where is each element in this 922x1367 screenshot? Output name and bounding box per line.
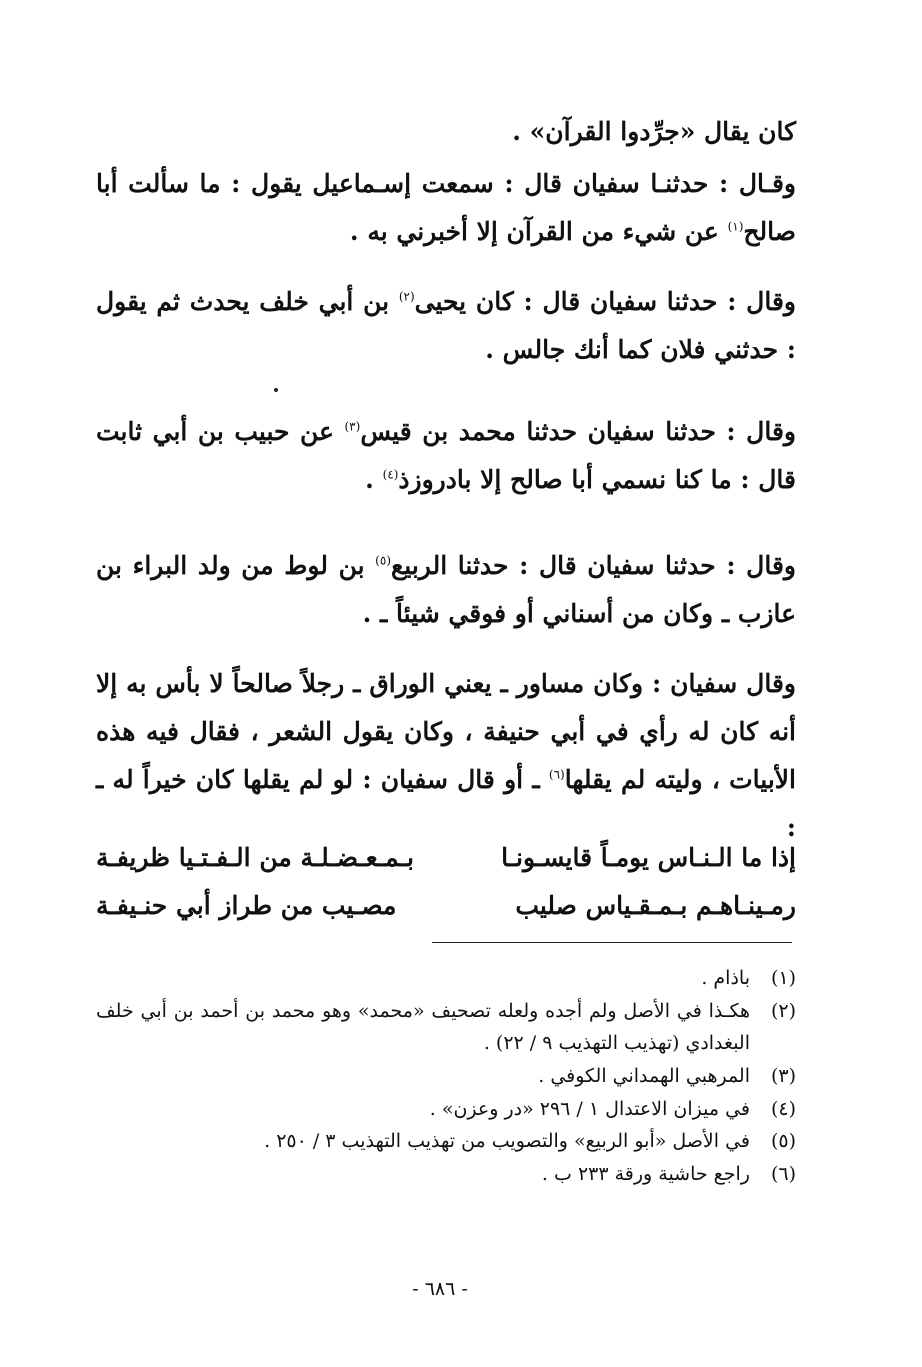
footnotes <box>96 962 796 1191</box>
footnote-number: (٤) <box>770 1097 796 1120</box>
footnote-text: هكـذا في الأصل ولم أجده ولعله تصحيف «محمد» وهو محمد بن أحمد بن أبي خلف البغدادي (تهذيب التهذيب ٩ / ٢٢) . <box>96 999 750 1055</box>
footnote-number: (٢) <box>770 999 796 1022</box>
footnote-text: في الأصل «أبو الربيع» والتصويب من تهذيب التهذيب ٣ / ٢٥٠ . <box>264 1130 750 1153</box>
paragraph-6 <box>96 660 796 852</box>
paragraph-3-text-end: بن أبي خلف يحدث ثم يقول : حدثني فلان كما أنك جالس . <box>96 287 796 364</box>
verse-2-second-hemistich: مصـيب من طراز أبي حنـيفـة <box>96 891 397 920</box>
footnote-ref-6[interactable]: (٦) <box>548 767 565 782</box>
stray-dot <box>274 388 278 392</box>
paragraph-5 <box>96 542 796 638</box>
verse-1-second-hemistich: بـمـعـضـلـة من الـفـتـيا ظريفـة <box>96 843 414 872</box>
poem-verse-2 <box>96 882 796 930</box>
paragraph-3 <box>96 278 796 374</box>
footnote-ref-3[interactable]: (٣) <box>344 419 361 434</box>
paragraph-2-text-start: وقـال : حدثنـا سفيان قال : سمعت إسـماعيل يقول : ما سألت أبا صالح <box>96 169 796 246</box>
paragraph-1 <box>96 108 796 156</box>
footnote-separator <box>432 942 792 943</box>
footnote-text: في ميزان الاعتدال ١ / ٢٩٦ «در وعزن» . <box>429 1097 750 1120</box>
footnote-text: المرهبي الهمداني الكوفي . <box>538 1065 750 1088</box>
paragraph-2-text-end: عن شيء من القرآن إلا أخبرني به . <box>349 217 728 246</box>
paragraph-4 <box>96 408 796 504</box>
paragraph-1-text: كان يقال «جرِّدوا القرآن» . <box>512 117 796 146</box>
footnote-text: باذام . <box>701 967 750 989</box>
footnote-4 <box>96 1093 796 1126</box>
page-number: - ٦٨٦ - <box>412 1278 468 1300</box>
paragraph-6-text-end: ـ أو قال سفيان : لو لم يقلها كان خيراً له ـ : <box>96 765 796 842</box>
footnote-number: (٦) <box>770 1163 796 1186</box>
verse-1-first-hemistich: إذا ما الـنـاس يومـاً قايسـونـا <box>501 843 796 872</box>
footnote-ref-1[interactable]: (١) <box>727 219 744 234</box>
footnote-number: (١) <box>770 967 796 989</box>
poem <box>96 834 796 930</box>
footnote-ref-5[interactable]: (٥) <box>375 553 391 568</box>
paragraph-6-text-start: وقال سفيان : وكان مساور ـ يعني الوراق ـ رجلاً صالحاً لا بأس به إلا أنه كان له رأي في أبي حنيفة ، وكان يقول الشعر ، فقال فيه هذه الأبيات ، وليته لم يقلها <box>96 669 796 794</box>
footnote-6 <box>96 1158 796 1191</box>
paragraph-4-text-middle: عن حبيب بن أبي ثابت قال : ما كنا نسمي أبا صالح إلا بادروزذ <box>96 417 796 494</box>
footnote-2 <box>96 995 796 1060</box>
footnote-ref-4[interactable]: (٤) <box>382 467 399 482</box>
footnote-5 <box>96 1125 796 1158</box>
footnote-number: (٥) <box>770 1130 796 1153</box>
paragraph-5-text-start: وقال : حدثنا سفيان قال : حدثنا الربيع <box>391 551 796 580</box>
footnote-number: (٣) <box>770 1065 796 1088</box>
footnote-3 <box>96 1060 796 1093</box>
paragraph-2 <box>96 160 796 256</box>
poem-verse-1 <box>96 834 796 882</box>
verse-2-first-hemistich: رمـينـاهـم بـمـقـياس صليب <box>515 891 796 920</box>
paragraph-3-text-start: وقال : حدثنا سفيان قال : كان يحيى <box>414 287 796 316</box>
paragraph-5-text-end: بن لوط من ولد البراء بن عازب ـ وكان من أسناني أو فوقي شيئاً ـ . <box>96 551 796 628</box>
paragraph-4-text-end: . <box>365 465 383 494</box>
footnote-ref-2[interactable]: (٢) <box>398 289 415 304</box>
paragraph-4-text-start: وقال : حدثنا سفيان حدثنا محمد بن قيس <box>360 417 796 446</box>
footnote-1 <box>96 962 796 995</box>
footnote-text: راجع حاشية ورقة ٢٣٣ ب . <box>541 1163 750 1186</box>
